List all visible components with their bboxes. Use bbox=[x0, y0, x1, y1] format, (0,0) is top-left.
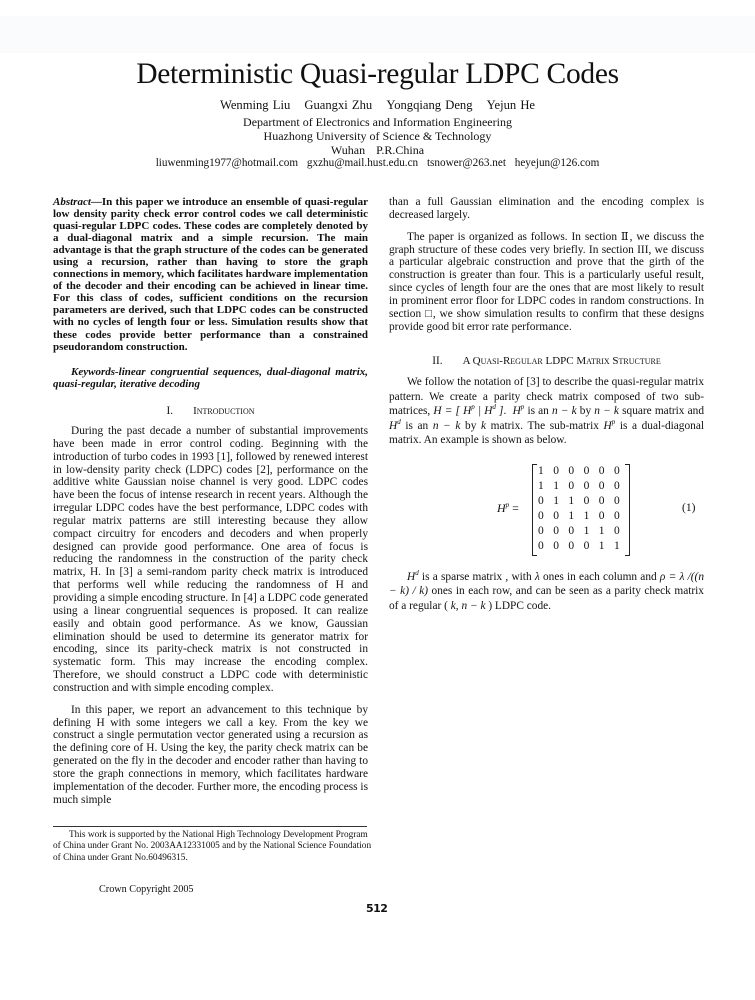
matrix-cell: 0 bbox=[598, 464, 605, 477]
matrix-cell: 0 bbox=[568, 464, 575, 477]
matrix-cell: 0 bbox=[553, 464, 559, 477]
matrix-cell: 0 bbox=[583, 539, 590, 552]
abstract: Abstract—In this paper we introduce an ensemble of quasi-regular low density parity check error control codes we call deterministic quasi-regular LDPC codes. These codes are completely denoted by a dual-diagonal matrix and a simple recursion. The main advantage is that the graph structure of the codes can be generated using a recursion, rather than having to store the graph connections in memory, which facilitates hardware implementation of the decoder and their encoding can be achieved in linear time. For this class of codes, sufficient conditions on the recursion parameters are derived, such that LDPC codes can be constructed with no cycles of length four or less. Simulation results show that these codes provide better performance than a constrained pseudorandom construction. bbox=[53, 196, 368, 353]
author-list bbox=[0, 98, 755, 113]
paragraph: During the past decade a number of substantial improvements have been made in error control coding. Beginning with the introduction of turbo codes in 1993 [1], followed by renewed interest in low-density parity check (LDPC) codes [2], performance on the additive white Gaussian noise channel is very good. LDPC codes have been the focus of intense research in recent years. Although the irregular LDPC codes have the best performance, LDPC codes with regular matrix patterns are still interesting because they allow compact circuitry for encoders and decoders and when properly designed can provide good performance. One area of focus is reducing the randomness in the construction of the parity check matrix, H. In [3] a semi-random parity check matrix is introduced that performs well while reducing the randomness of H and providing a simple encoding structure. In [4] a LDPC code generated using a linear congruential sequences is proposed. It can realize easily and obtain good performance. As we know, Gaussian elimination should be used to determine its generator matrix for encoding, since its parity-check matrix is not constructed in systematic form. This may increase the encoding complex. Therefore, we should construct a LDPC code with deterministic construction and with simple encoding complex. bbox=[53, 425, 368, 694]
email: heyejun@126.com bbox=[514, 157, 600, 169]
city: Wuhan bbox=[330, 143, 366, 157]
affiliation-location bbox=[0, 143, 755, 158]
matrix-cell: 0 bbox=[553, 524, 559, 537]
matrix-cell: 1 bbox=[553, 479, 559, 492]
affiliation-university: Huazhong University of Science & Technology bbox=[263, 129, 492, 143]
matrix-cell: 1 bbox=[613, 539, 620, 552]
matrix-cell: 0 bbox=[583, 464, 590, 477]
paper-title: Deterministic Quasi-regular LDPC Codes bbox=[136, 58, 619, 90]
matrix-cell: 0 bbox=[613, 494, 620, 507]
matrix-cell: 0 bbox=[613, 479, 620, 492]
matrix-cell: 0 bbox=[598, 479, 605, 492]
matrix-cell: 1 bbox=[583, 524, 590, 537]
equation-lhs: $H^p$ = bbox=[497, 500, 519, 515]
equation-number: (1) bbox=[682, 501, 696, 514]
matrix-cell: 1 bbox=[538, 479, 544, 492]
matrix-cell: 0 bbox=[538, 509, 544, 522]
matrix-cell: 1 bbox=[553, 494, 559, 507]
left-column bbox=[53, 196, 368, 807]
author: Yejun He bbox=[486, 98, 536, 112]
section-title: A Quasi-Regular LDPC Matrix Structure bbox=[462, 355, 661, 368]
paragraph: The paper is organized as follows. In section Ⅱ, we discuss the graph structure of these codes very briefly. In section III, we discuss a particular algebraic construction and prove that the girth of the construction is greater than four. This is a particularly useful result, since cycles of length four are the ones that are most likely to result in prominent error floor for LDPC codes in random constructions. In section □, we show simulation results to confirm that these designs provide good bit error rate performance. bbox=[389, 230, 704, 333]
inline-math: H = [ $H^p$ | $H^d$ ] bbox=[433, 403, 504, 418]
matrix-cell: 0 bbox=[598, 509, 605, 522]
matrix-cell: 0 bbox=[568, 539, 575, 552]
matrix-hp bbox=[532, 464, 630, 556]
email: tsnower@263.net bbox=[426, 157, 506, 169]
paragraph: $H^d$ is a sparse matrix , with λ ones in each column and ρ = λ /((n − k) / k) ones in each row, and can be seen as a parity check matrix of a regular ( k, n − k ) LDPC code. bbox=[389, 568, 704, 612]
footnote: This work is supported by the National High Technology Development Program of China under Grant No. 2003AA12331005 and by the National Science Foundation of China under Grant No.60496315. bbox=[53, 830, 372, 863]
matrix-cell: 0 bbox=[538, 524, 544, 537]
matrix-cell: 0 bbox=[613, 524, 620, 537]
matrix-cell: 0 bbox=[583, 494, 590, 507]
right-column bbox=[389, 196, 704, 613]
right-bracket bbox=[625, 464, 630, 556]
matrix-cell: 0 bbox=[583, 479, 590, 492]
section-heading-introduction bbox=[53, 405, 368, 418]
email-list bbox=[0, 157, 755, 169]
email: liuwenming1977@hotmail.com bbox=[155, 157, 299, 169]
matrix-cell: 0 bbox=[568, 479, 575, 492]
matrix-cell: 0 bbox=[538, 539, 544, 552]
copyright: Crown Copyright 2005 bbox=[99, 884, 194, 895]
author: Wenming Liu bbox=[219, 98, 291, 112]
abstract-text: In this paper we introduce an ensemble of quasi-regular low density parity check error control codes we call deterministic quasi-regular LDPC codes. These codes are completely denoted by a dual-diagonal matrix and a simple recursion. The main advantage is that the graph structure of the codes can be generated using a recursion, rather than having to store the graph connections in memory, which facilitates hardware implementation of the decoder and their encoding can be achieved in linear time. For this class of codes, sufficient conditions on the recursion parameters are derived, such that LDPC codes can be constructed with no cycles of length four or less. Simulation results show that these codes provide better performance than a constrained pseudorandom construction. bbox=[53, 196, 368, 353]
matrix-cell: 0 bbox=[613, 509, 620, 522]
matrix-cell: 1 bbox=[568, 494, 575, 507]
matrix-cell: 0 bbox=[553, 509, 559, 522]
matrix-cell: 1 bbox=[598, 524, 605, 537]
page-number: 512 bbox=[366, 902, 388, 915]
section-heading-matrix-structure bbox=[389, 355, 704, 368]
section-number: II. bbox=[432, 355, 443, 368]
left-bracket bbox=[532, 464, 537, 556]
matrix-cell: 1 bbox=[583, 509, 590, 522]
paragraph: We follow the notation of [3] to describe the quasi-regular matrix pattern. We create a parity check matrix composed of two sub-matrices, H = [ $H^p$ | $H^d$ ]. $H^p$ is an n − k by n − k square matrix and $H^d$ is an n − k by k matrix. The sub-matrix $H^p$ is a dual-diagonal matrix. An example is shown as below. bbox=[389, 376, 705, 447]
section-number: I. bbox=[166, 405, 174, 418]
top-band bbox=[0, 16, 755, 53]
matrix-cell: 0 bbox=[598, 494, 605, 507]
matrix-cell: 1 bbox=[538, 464, 544, 477]
matrix-cell: 1 bbox=[568, 509, 575, 522]
footnote-rule bbox=[53, 826, 367, 827]
keywords: Keywords-linear congruential sequences, dual-diagonal matrix, quasi-regular, iterative decoding bbox=[53, 365, 368, 390]
matrix-cell: 0 bbox=[538, 494, 544, 507]
matrix-grid bbox=[538, 465, 629, 555]
author: Guangxi Zhu bbox=[304, 98, 373, 112]
affiliation-department: Department of Electronics and Information Engineering bbox=[243, 115, 512, 129]
abstract-label: Abstract bbox=[53, 196, 91, 208]
equation-1 bbox=[389, 464, 704, 556]
matrix-cell: 0 bbox=[613, 464, 620, 477]
country: P.R.China bbox=[376, 143, 425, 157]
matrix-cell: 0 bbox=[553, 539, 559, 552]
matrix-cell: 1 bbox=[598, 539, 605, 552]
paragraph: In this paper, we report an advancement to this technique by defining H with some integers we call a key. From the key we construct a single permutation vector generated using a recursion as the defining core of H. Using the key, the parity check matrix can be generated on the fly in the decoder and encoder rather than having to store the graph connections in memory, which facilitates hardware implementation of the decoder. Further more, the encoding process is much simple bbox=[53, 703, 368, 806]
paragraph-continued: than a full Gaussian elimination and the encoding complex is decreased largely. bbox=[389, 196, 704, 221]
matrix-cell: 0 bbox=[568, 524, 575, 537]
author: Yongqiang Deng bbox=[386, 98, 473, 112]
section-title: Introduction bbox=[193, 405, 255, 418]
email: gxzhu@mail.hust.edu.cn bbox=[306, 157, 419, 169]
